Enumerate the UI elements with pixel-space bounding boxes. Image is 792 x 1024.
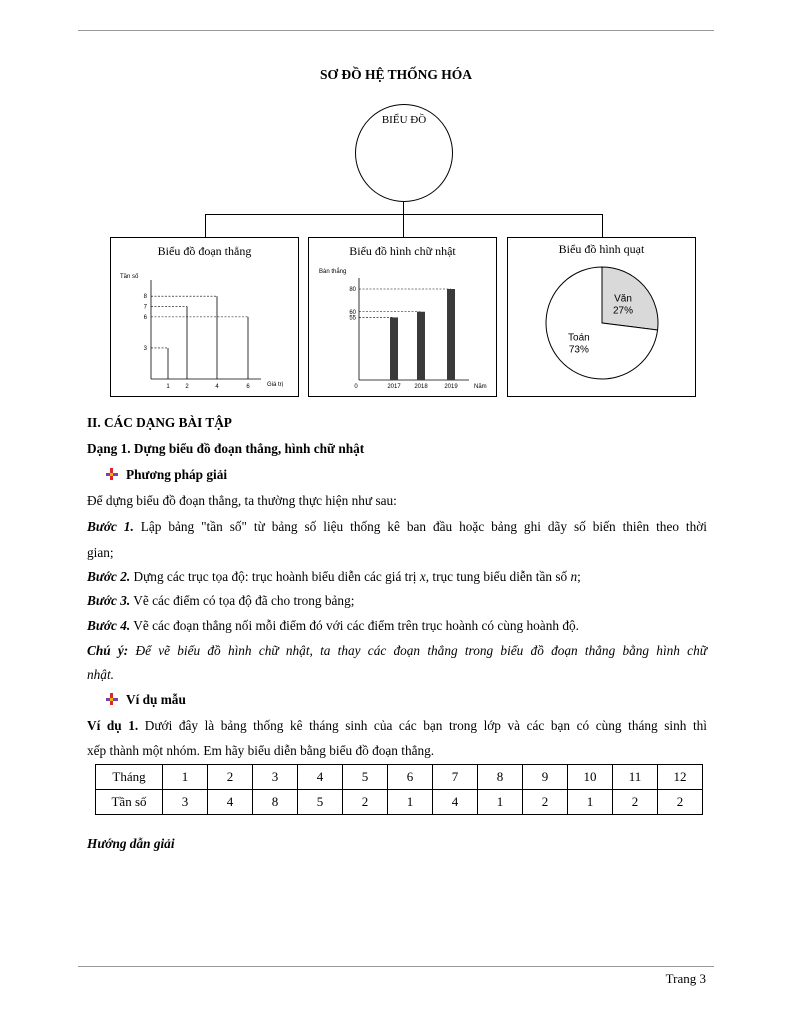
x-tick-label: 6 [246,384,250,390]
table-cell: 10 [568,765,613,790]
connector-bar [205,214,603,215]
box-bar-chart [308,237,497,397]
footer-rule [78,966,714,967]
table-cell: 12 [658,765,703,790]
box-pie-chart [507,237,696,397]
example-title [106,687,726,713]
table-cell: 7 [433,765,478,790]
month-frequency-table [95,764,703,815]
table-cell: 4 [433,790,478,815]
diagram-title: SƠ ĐỒ HỆ THỐNG HÓA [319,67,473,82]
table-header: Tần số [96,790,163,815]
note-line2: nhật. [87,667,114,682]
table-cell: 2 [343,790,388,815]
header-rule [78,30,714,31]
step1-line1: Bước 1. Lập bảng "tần số" từ bảng số liệu thống kê ban đầu hoặc bảng ghi dãy số biến thiên theo thời [87,519,707,534]
slice-name-label: Toán [568,332,590,344]
table-cell: 2 [208,765,253,790]
note-line1: Chú ý: Để vẽ biểu đồ hình chữ nhật, ta thay các đoạn thẳng trong biểu đồ đoạn thẳng bằng hình chữ [87,643,707,658]
table-header: Tháng [96,765,163,790]
table-cell: 4 [208,790,253,815]
table-cell: 9 [523,765,568,790]
table-cell: 5 [343,765,388,790]
bullet-icon [106,468,118,480]
box-pie-chart-title: Biểu đồ hình quạt [558,242,645,256]
x-tick-label: 2 [185,384,189,390]
slice-value-label: 73% [568,344,589,356]
table-row-months [96,765,703,790]
y-tick-label: 55 [349,315,356,322]
step4-text: Bước 4. Vẽ các đoạn thẳng nối mỗi điểm đó với các điểm trên trục hoành có cùng hoành độ. [87,618,579,633]
example-title-text: Ví dụ mẫu [126,692,186,707]
connector-right [602,214,603,237]
y-tick-label: 6 [143,314,147,321]
y-tick-label: 60 [349,309,356,316]
root-label: BIỂU ĐỒ [381,114,427,126]
y-tick-label: 3 [143,345,147,352]
table-cell: 1 [388,790,433,815]
bar-chart [309,238,498,398]
page-number: Trang 3 [665,971,706,986]
table-cell: 8 [253,790,298,815]
guide-heading: Hướng dẫn giải [87,836,175,851]
table-cell: 2 [613,790,658,815]
line-segment-chart [111,238,300,398]
ex1-line2: xếp thành một nhóm. Em hãy biểu diễn bằng biểu đồ đoạn thẳng. [87,743,435,758]
y-axis-label: Bàn thắng [319,269,347,275]
step1-line2: gian; [87,545,114,560]
x-tick-label: 1 [166,384,170,390]
bullet-icon [106,693,118,705]
table-cell: 1 [163,765,208,790]
step3-text: Bước 3. Vẽ các điểm có tọa độ đã cho trong bảng; [87,593,355,608]
method-title [106,462,726,488]
connector-left [205,214,206,237]
step2-text: Bước 2. Dựng các trục tọa độ: trục hoành biểu diễn các giá trị x, trục tung biểu diễn tần số n; [87,569,581,584]
box-line-chart [110,237,299,397]
table-cell: 1 [568,790,613,815]
x-axis-label: Năm [474,384,487,390]
y-tick-label: 80 [349,287,356,293]
table-cell: 4 [298,765,343,790]
x-tick-label: 4 [215,384,219,390]
table-cell: 8 [478,765,523,790]
bar-mark [447,289,455,380]
table-cell: 3 [163,790,208,815]
x-tick-label: 2019 [444,384,458,390]
method-title-text: Phương pháp giải [126,467,228,482]
dang1-heading: Dạng 1. Dựng biểu đồ đoạn thẳng, hình chữ nhật [87,441,365,456]
intro-text: Để dựng biểu đồ đoạn thẳng, ta thường thực hiện như sau: [87,493,397,508]
table-cell: 2 [658,790,703,815]
slice-name-label: Văn [614,293,632,305]
table-row-freqs [96,790,703,815]
bar-mark [417,312,425,380]
pie-chart [508,238,697,398]
y-axis-label: Tần số [120,274,139,280]
x-axis-label: Giá trị [267,382,284,388]
x-tick-label: 2017 [387,384,401,390]
slice-value-label: 27% [612,305,634,317]
table-cell: 5 [298,790,343,815]
ex1-line1: Ví dụ 1. Dưới đây là bảng thống kê tháng sinh của các bạn trong lớp và các bạn có cùng tháng sinh thì [87,718,707,733]
connector-middle [403,214,404,237]
bar-mark [390,317,398,380]
table-cell: 11 [613,765,658,790]
table-cell: 6 [388,765,433,790]
y-tick-label: 7 [143,304,147,311]
box-bar-chart-title: Biểu đồ hình chữ nhật [349,244,456,258]
origin-label: 0 [354,384,358,390]
y-tick-label: 8 [143,294,147,301]
box-line-chart-title: Biểu đồ đoạn thẳng [157,244,252,258]
table-cell: 2 [523,790,568,815]
table-cell: 1 [478,790,523,815]
section-heading: II. CÁC DẠNG BÀI TẬP [87,415,232,430]
connector-trunk [403,202,404,214]
x-tick-label: 2018 [414,384,428,390]
table-cell: 3 [253,765,298,790]
